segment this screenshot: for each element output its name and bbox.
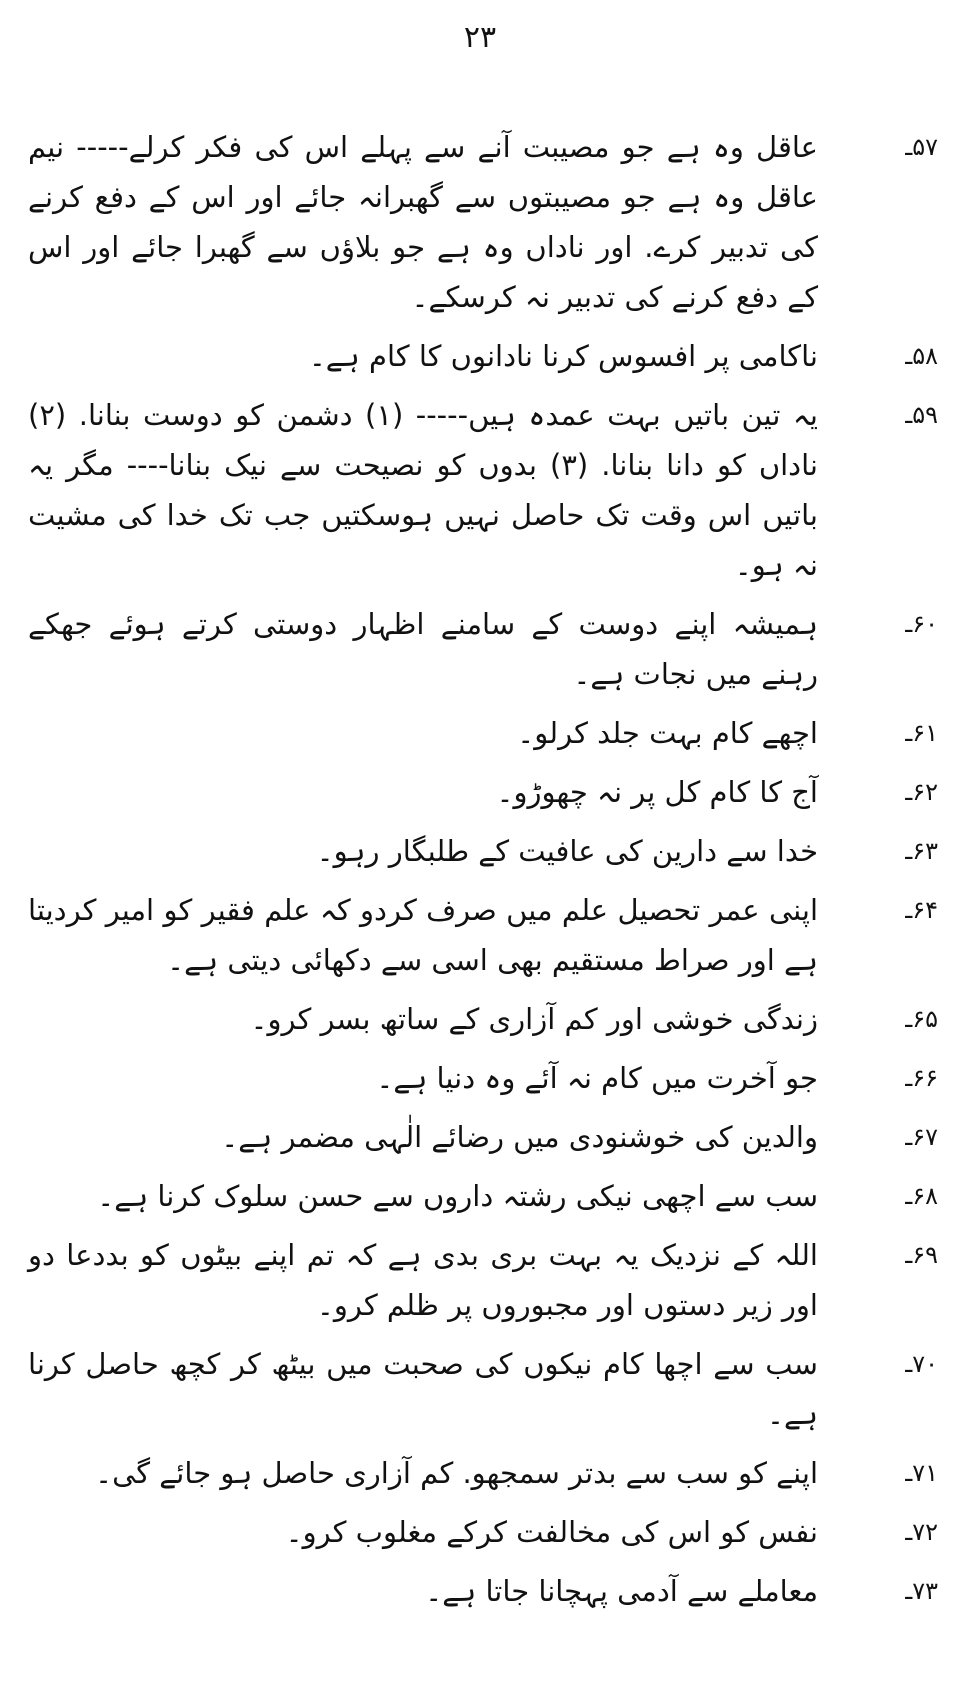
list-item — [28, 767, 940, 817]
entry-number: ۵۸ـ — [905, 342, 938, 370]
entry-number: ۶۰ـ — [905, 610, 938, 638]
list-item — [28, 1171, 940, 1221]
entry-text: معاملے سے آدمی پہچانا جاتا ہے۔ — [425, 1574, 818, 1608]
entry-number: ۶۵ـ — [905, 1005, 938, 1033]
entry-number: ۵۷ـ — [905, 133, 938, 161]
entry-text: اچھے کام بہت جلد کرلو۔ — [517, 716, 818, 750]
list-item — [28, 885, 940, 985]
entry-text: اللہ کے نزدیک یہ بہت بری بدی ہے کہ تم اپنے بیٹوں کو بددعا دو اور زیر دستوں اور مجبوروں پر ظلم کرو۔ — [28, 1238, 818, 1322]
list-item — [28, 1566, 940, 1616]
entry-number: ۶۳ـ — [905, 837, 938, 865]
entry-text: جو آخرت میں کام نہ آئے وہ دنیا ہے۔ — [376, 1061, 818, 1095]
entry-text: عاقل وہ ہے جو مصیبت آنے سے پہلے اس کی فکر کرلے----- نیم عاقل وہ ہے جو مصیبتوں سے گھبرانہ جائے اور اس کے دفع کرنے کی تدبیر کرے. اور ناداں وہ ہے جو بلاؤں سے گھبرا جائے اور اس کے دفع کرنے کی تدبیر نہ کرسکے۔ — [28, 130, 818, 314]
entry-number: ۶۱ـ — [905, 719, 938, 747]
entry-text: یہ تین باتیں بہت عمدہ ہیں----- (۱) دشمن کو دوست بنانا. (۲) ناداں کو دانا بنانا. (۳) بدوں کو نصیحت سے نیک بنانا---- مگر یہ باتیں اس وقت تک حاصل نہیں ہوسکتیں جب تک خدا کی مشیت نہ ہو۔ — [28, 398, 818, 582]
list-item — [28, 826, 940, 876]
list-item — [28, 1507, 940, 1557]
entry-text: نفس کو اس کی مخالفت کرکے مغلوب کرو۔ — [285, 1515, 818, 1549]
list-item — [28, 331, 940, 381]
list-item — [28, 708, 940, 758]
entry-number: ۶۴ـ — [905, 896, 938, 924]
list-item — [28, 390, 940, 590]
list-item — [28, 994, 940, 1044]
entry-text: ہمیشہ اپنے دوست کے سامنے اظہار دوستی کرتے ہوئے جھکے رہنے میں نجات ہے۔ — [28, 607, 818, 691]
entry-number: ۶۸ـ — [905, 1182, 938, 1210]
aphorism-list — [28, 122, 940, 1625]
entry-number: ۷۲ـ — [905, 1518, 938, 1546]
entry-text: ناکامی پر افسوس کرنا نادانوں کا کام ہے۔ — [308, 339, 818, 373]
list-item — [28, 1230, 940, 1330]
list-item — [28, 599, 940, 699]
entry-number: ۶۲ـ — [905, 778, 938, 806]
list-item — [28, 1448, 940, 1498]
entry-text: اپنی عمر تحصیل علم میں صرف کردو کہ علم فقیر کو امیر کردیتا ہے اور صراط مستقیم بھی اسی سے دکھائی دیتی ہے۔ — [28, 893, 818, 977]
list-item — [28, 1339, 940, 1439]
entry-text: سب سے اچھی نیکی رشتہ داروں سے حسن سلوک کرنا ہے۔ — [97, 1179, 818, 1213]
list-item — [28, 1053, 940, 1103]
entry-number: ۶۹ـ — [905, 1241, 938, 1269]
list-item — [28, 1112, 940, 1162]
entry-number: ۵۹ـ — [905, 401, 938, 429]
page-number: ۲۳ — [463, 20, 497, 55]
entry-number: ۷۳ـ — [905, 1577, 938, 1605]
entry-text: اپنے کو سب سے بدتر سمجھو. کم آزاری حاصل ہو جائے گی۔ — [95, 1456, 818, 1490]
entry-text: خدا سے دارین کی عافیت کے طلبگار رہو۔ — [316, 834, 818, 868]
list-item — [28, 122, 940, 322]
entry-number: ۶۷ـ — [905, 1123, 938, 1151]
entry-text: سب سے اچھا کام نیکوں کی صحبت میں بیٹھ کر کچھ حاصل کرنا ہے۔ — [28, 1347, 818, 1431]
entry-text: آج کا کام کل پر نہ چھوڑو۔ — [496, 775, 818, 809]
entry-number: ۷۰ـ — [905, 1350, 938, 1378]
entry-number: ۶۶ـ — [905, 1064, 938, 1092]
entry-number: ۷۱ـ — [905, 1459, 938, 1487]
entry-text: والدین کی خوشنودی میں رضائے الٰہی مضمر ہے۔ — [221, 1120, 818, 1154]
entry-text: زندگی خوشی اور کم آزاری کے ساتھ بسر کرو۔ — [250, 1002, 818, 1036]
